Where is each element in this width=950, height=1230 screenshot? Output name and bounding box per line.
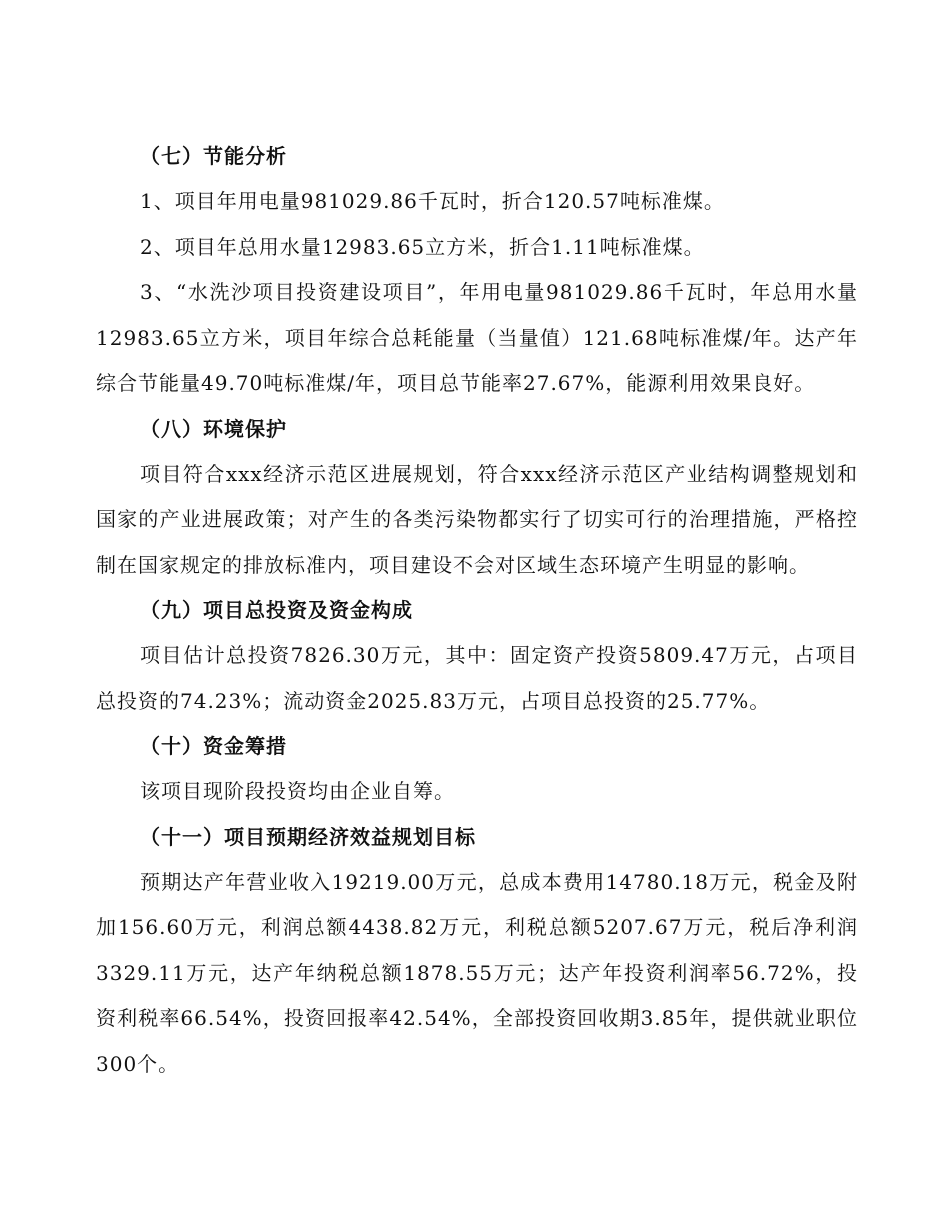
- section-heading-economic-targets: （十一）项目预期经济效益规划目标: [140, 824, 476, 849]
- paragraph-energy-summary: 3、“水洗沙项目投资建设项目”，年用电量981029.86千瓦时，年总用水量12983.65立方米，项目年综合总耗能量（当量值）121.68吨标准煤/年。达产年综合节能量49.70吨标准煤/年，项目总节能率27.67%，能源利用效果良好。: [96, 280, 858, 395]
- section-heading-funding: （十）资金筹措: [140, 734, 287, 758]
- paragraph-funding: 该项目现阶段投资均由企业自筹。: [140, 779, 455, 803]
- document-body: [96, 134, 858, 1087]
- section-heading-investment: （九）项目总投资及资金构成: [140, 598, 413, 622]
- paragraph-water: 2、项目年总用水量12983.65立方米，折合1.11吨标准煤。: [140, 234, 705, 259]
- paragraph-investment: 项目估计总投资7826.30万元，其中：固定资产投资5809.47万元，占项目总投资的74.23%；流动资金2025.83万元，占项目总投资的25.77%。: [96, 643, 858, 713]
- paragraph-electricity: 1、项目年用电量981029.86千瓦时，折合120.57吨标准煤。: [140, 189, 725, 213]
- paragraph-economic-targets: 预期达产年营业收入19219.00万元，总成本费用14780.18万元，税金及附加156.60万元，利润总额4438.82万元，利税总额5207.67万元，税后净利润3329.11万元，达产年纳税总额1878.55万元；达产年投资利润率56.72%，投资利税率66.54%，投资回报率42.54%，全部投资回收期3.85年，提供就业职位300个。: [96, 869, 858, 1076]
- paragraph-environment: 项目符合xxx经济示范区进展规划，符合xxx经济示范区产业结构调整规划和国家的产业进展政策；对产生的各类污染物都实行了切实可行的治理措施，严格控制在国家规定的排放标准内，项目建设不会对区域生态环境产生明显的影响。: [96, 461, 858, 577]
- section-heading-environment: （八）环境保护: [140, 416, 287, 441]
- section-heading-energy: （七）节能分析: [140, 144, 287, 168]
